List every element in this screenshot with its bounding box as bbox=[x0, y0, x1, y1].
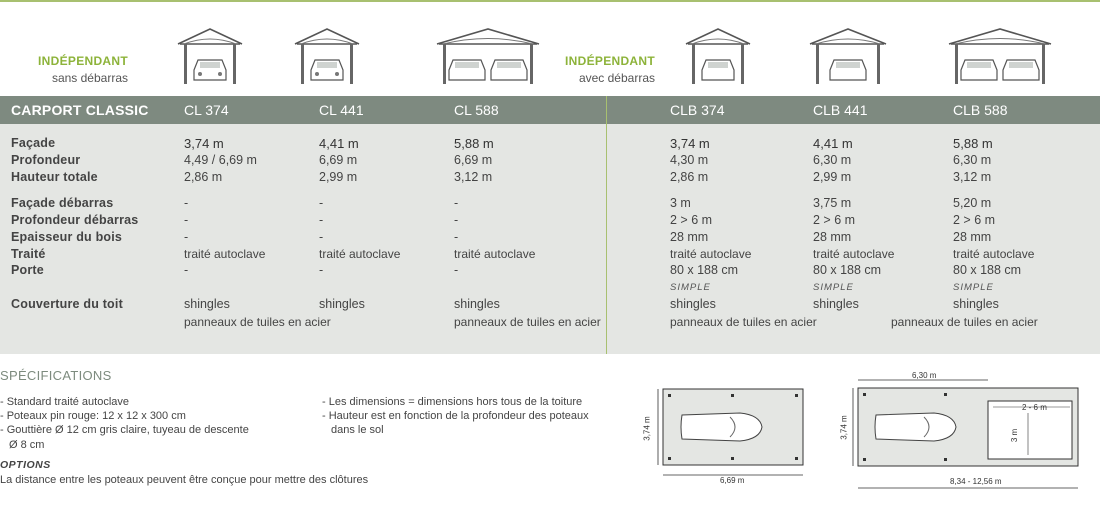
cell-facade-deb: - bbox=[319, 196, 324, 210]
cell-epaisseur: 28 mm bbox=[670, 230, 709, 244]
table-title: CARPORT CLASSIC bbox=[11, 102, 149, 118]
cell-hauteur: 3,12 m bbox=[953, 170, 992, 184]
cell-facade: 5,88 m bbox=[454, 136, 494, 151]
cell-epaisseur: - bbox=[454, 230, 459, 244]
cell-profondeur: 6,30 m bbox=[953, 153, 992, 167]
group-with-storage-title: INDÉPENDANT bbox=[565, 54, 655, 68]
cell-couverture1: shingles bbox=[454, 297, 500, 311]
cell-traite: traité autoclave bbox=[953, 247, 1035, 261]
cell-hauteur: 3,12 m bbox=[454, 170, 493, 184]
plan2-total-label: 8,34 - 12,56 m bbox=[950, 477, 1002, 486]
plan2-storage-depth-label: 2 - 6 m bbox=[1022, 403, 1047, 412]
model-header: CL 441 bbox=[319, 102, 364, 118]
specs-title: SPÉCIFICATIONS bbox=[0, 368, 112, 383]
cell-facade-deb: 3,75 m bbox=[813, 196, 852, 210]
cell-profondeur: 4,49 / 6,69 m bbox=[184, 153, 257, 167]
group-with-storage bbox=[540, 54, 655, 85]
spec-line: dans le sol bbox=[331, 424, 384, 436]
cell-profondeur-deb: 2 > 6 m bbox=[670, 213, 713, 227]
group-independent bbox=[20, 54, 128, 85]
row-label-profondeur: Profondeur bbox=[11, 153, 81, 167]
cell-facade: 4,41 m bbox=[319, 136, 359, 151]
double-carport-icon bbox=[435, 26, 541, 86]
cell-hauteur: 2,99 m bbox=[813, 170, 852, 184]
cell-traite: traité autoclave bbox=[670, 247, 752, 261]
cell-porte: - bbox=[319, 263, 324, 277]
row-label-profondeur-debarras: Profondeur débarras bbox=[11, 213, 139, 227]
cell-couverture1: shingles bbox=[953, 297, 999, 311]
cell-traite: traité autoclave bbox=[454, 247, 536, 261]
cell-epaisseur: 28 mm bbox=[953, 230, 992, 244]
cell-porte: 80 x 188 cm bbox=[953, 263, 1022, 277]
cell-porte: 80 x 188 cm bbox=[813, 263, 882, 277]
plan1-width-label: 3,74 m bbox=[642, 416, 652, 441]
cell-porte-type: SIMPLE bbox=[813, 282, 854, 293]
model-header: CL 374 bbox=[184, 102, 229, 118]
cell-couverture1: shingles bbox=[319, 297, 365, 311]
cell-profondeur-deb: - bbox=[184, 213, 189, 227]
cell-profondeur: 6,69 m bbox=[319, 153, 358, 167]
cell-couverture2: panneaux de tuiles en acier bbox=[184, 315, 331, 329]
cell-traite: traité autoclave bbox=[319, 247, 401, 261]
plan2-storage-width-label: 3 m bbox=[1010, 428, 1020, 443]
cell-couverture2: panneaux de tuiles en acier bbox=[454, 315, 601, 329]
row-label-hauteur: Hauteur totale bbox=[11, 170, 98, 184]
plan2-top-label: 6,30 m bbox=[912, 371, 937, 380]
cell-couverture2: panneaux de tuiles en acier bbox=[670, 315, 817, 329]
spec-line: - Gouttière Ø 12 cm gris claire, tuyeau de descente bbox=[0, 424, 249, 436]
spec-line: Ø 8 cm bbox=[9, 439, 45, 451]
single-carport-storage-icon bbox=[684, 26, 752, 86]
model-header: CLB 441 bbox=[813, 102, 868, 118]
cell-facade: 3,74 m bbox=[184, 136, 224, 151]
cell-facade-deb: - bbox=[454, 196, 459, 210]
cell-facade-deb: 3 m bbox=[670, 196, 691, 210]
cell-facade: 4,41 m bbox=[813, 136, 853, 151]
spec-line: - Poteaux pin rouge: 12 x 12 x 300 cm bbox=[0, 410, 186, 422]
model-header: CLB 588 bbox=[953, 102, 1008, 118]
options-text: La distance entre les poteaux peuvent être conçue pour mettre des clôtures bbox=[0, 474, 369, 486]
options-title: OPTIONS bbox=[0, 459, 51, 471]
row-label-traite: Traité bbox=[11, 247, 46, 261]
cell-hauteur: 2,86 m bbox=[184, 170, 223, 184]
cell-hauteur: 2,86 m bbox=[670, 170, 709, 184]
top-rule bbox=[0, 0, 1100, 2]
cell-epaisseur: - bbox=[184, 230, 189, 244]
single-carport-storage-icon bbox=[808, 26, 888, 86]
cell-profondeur-deb: - bbox=[454, 213, 459, 227]
cell-facade: 3,74 m bbox=[670, 136, 710, 151]
cell-couverture1: shingles bbox=[184, 297, 230, 311]
model-header: CLB 374 bbox=[670, 102, 725, 118]
cell-profondeur-deb: - bbox=[319, 213, 324, 227]
plan1-depth-label: 6,69 m bbox=[720, 476, 745, 485]
floor-plan-carport bbox=[640, 385, 810, 485]
row-label-porte: Porte bbox=[11, 263, 44, 277]
cell-facade-deb: 5,20 m bbox=[953, 196, 992, 210]
cell-profondeur: 6,30 m bbox=[813, 153, 852, 167]
spec-line: - Les dimensions = dimensions hors tous de la toiture bbox=[322, 396, 583, 408]
row-label-facade: Façade bbox=[11, 136, 56, 150]
row-label-epaisseur: Epaisseur du bois bbox=[11, 230, 123, 244]
cell-profondeur-deb: 2 > 6 m bbox=[953, 213, 996, 227]
cell-traite: traité autoclave bbox=[813, 247, 895, 261]
cell-couverture1: shingles bbox=[813, 297, 859, 311]
single-carport-icon bbox=[293, 26, 361, 86]
cell-porte: 80 x 188 cm bbox=[670, 263, 739, 277]
cell-porte-type: SIMPLE bbox=[953, 282, 994, 293]
double-carport-storage-icon bbox=[947, 26, 1053, 86]
cell-porte: - bbox=[454, 263, 459, 277]
cell-profondeur-deb: 2 > 6 m bbox=[813, 213, 856, 227]
spec-line: - Hauteur est en fonction de la profondeur des poteaux bbox=[322, 410, 589, 422]
cell-couverture2: panneaux de tuiles en acier bbox=[891, 315, 1038, 329]
spec-line: - Standard traité autoclave bbox=[0, 396, 130, 408]
row-label-couverture: Couverture du toit bbox=[11, 297, 123, 311]
cell-hauteur: 2,99 m bbox=[319, 170, 358, 184]
cell-epaisseur: 28 mm bbox=[813, 230, 852, 244]
cell-couverture1: shingles bbox=[670, 297, 716, 311]
group-independent-title: INDÉPENDANT bbox=[38, 54, 128, 68]
group-with-storage-subtitle: avec débarras bbox=[578, 71, 655, 85]
single-carport-icon bbox=[176, 26, 244, 86]
cell-facade: 5,88 m bbox=[953, 136, 993, 151]
cell-profondeur: 4,30 m bbox=[670, 153, 709, 167]
row-label-facade-debarras: Façade débarras bbox=[11, 196, 114, 210]
cell-porte-type: SIMPLE bbox=[670, 282, 711, 293]
plan2-width-label: 3,74 m bbox=[839, 415, 849, 440]
cell-facade-deb: - bbox=[184, 196, 189, 210]
table-header-bar bbox=[0, 96, 1100, 124]
cell-epaisseur: - bbox=[319, 230, 324, 244]
group-divider bbox=[606, 96, 607, 354]
cell-traite: traité autoclave bbox=[184, 247, 266, 261]
model-header: CL 588 bbox=[454, 102, 499, 118]
cell-porte: - bbox=[184, 263, 189, 277]
cell-profondeur: 6,69 m bbox=[454, 153, 493, 167]
group-independent-subtitle: sans débarras bbox=[51, 71, 128, 85]
